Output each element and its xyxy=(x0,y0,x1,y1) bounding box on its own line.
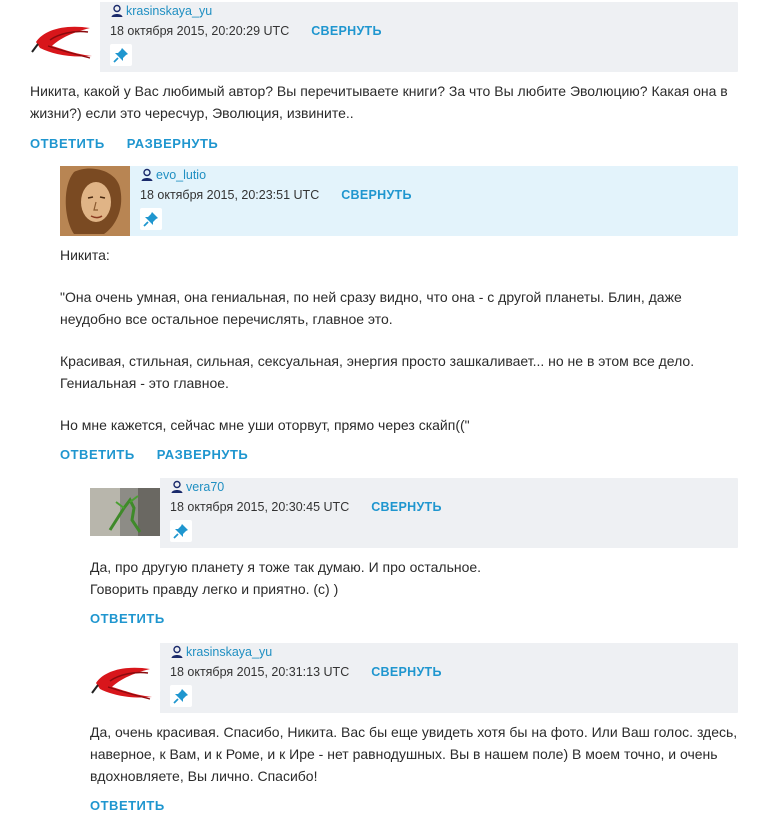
comment-1 xyxy=(30,2,738,151)
username: evo_lutio xyxy=(156,168,207,182)
comment-header xyxy=(60,166,738,236)
username-link[interactable] xyxy=(110,4,212,18)
comment-paragraph: Никита, какой у Вас любимый автор? Вы перечитываете книги? За что Вы любите Эволюцию? Какая она в жизни?) если это чересчур, Эволюция, извините.. xyxy=(30,83,728,121)
reply-button[interactable]: ОТВЕТИТЬ xyxy=(90,798,165,813)
comment-actions xyxy=(60,447,738,462)
avatar[interactable] xyxy=(30,2,100,72)
avatar[interactable] xyxy=(60,166,130,236)
comment-header xyxy=(90,478,738,548)
collapse-button[interactable]: СВЕРНУТЬ xyxy=(311,24,382,38)
reply-button[interactable]: ОТВЕТИТЬ xyxy=(90,611,165,626)
comment-paragraph: Красивая, стильная, сильная, сексуальная, энергия просто зашкаливает... но не в этом все дело. Гениальная - это главное. xyxy=(60,353,695,391)
user-icon xyxy=(170,645,184,659)
pin-button[interactable] xyxy=(170,685,192,707)
pin-icon xyxy=(173,523,189,539)
comment-actions xyxy=(30,136,738,151)
comment-body xyxy=(90,556,738,600)
comment-meta xyxy=(170,500,442,514)
comment-actions xyxy=(90,611,738,626)
pin-button[interactable] xyxy=(170,520,192,542)
avatar[interactable] xyxy=(90,643,160,713)
pin-button[interactable] xyxy=(140,208,162,230)
pin-button[interactable] xyxy=(110,44,132,66)
comment-date: 18 октября 2015, 20:20:29 UTC xyxy=(110,24,290,38)
comment-paragraph: Да, очень красивая. Спасибо, Никита. Вас бы еще увидеть хотя бы на фото. Или Ваш голос. здесь, наверное, к Вам, и к Роме, и к Ире - нет равнодушных. Вы в нашем поле) В моем точно, и очень вдохновляете, Вы лично. Спасибо! xyxy=(90,724,738,784)
user-icon xyxy=(170,480,184,494)
comment-date: 18 октября 2015, 20:23:51 UTC xyxy=(140,188,320,202)
comment-3 xyxy=(90,478,738,626)
collapse-button[interactable]: СВЕРНУТЬ xyxy=(341,188,412,202)
comment-header xyxy=(30,2,738,72)
user-icon xyxy=(110,4,124,18)
comment-paragraph: Но мне кажется, сейчас мне уши оторвут, прямо через скайп((" xyxy=(60,417,470,433)
expand-button[interactable]: РАЗВЕРНУТЬ xyxy=(156,447,249,462)
username-link[interactable] xyxy=(170,480,224,494)
comment-body xyxy=(60,244,738,436)
username: krasinskaya_yu xyxy=(186,645,273,659)
collapse-button[interactable]: СВЕРНУТЬ xyxy=(371,665,442,679)
user-icon xyxy=(140,168,154,182)
reply-button[interactable]: ОТВЕТИТЬ xyxy=(60,447,135,462)
comment-paragraph: Никита: xyxy=(60,247,110,263)
comment-4 xyxy=(90,643,738,813)
comment-2 xyxy=(60,166,738,462)
username: vera70 xyxy=(186,480,225,494)
comment-paragraph: "Она очень умная, она гениальная, по ней сразу видно, что она - с другой планеты. Блин, даже неудобно все остальное перечислять, главное это. xyxy=(60,289,682,327)
pin-icon xyxy=(143,211,159,227)
comment-body xyxy=(30,80,738,124)
avatar[interactable] xyxy=(90,478,160,548)
username-link[interactable] xyxy=(170,645,272,659)
username-link[interactable] xyxy=(140,168,206,182)
pin-icon xyxy=(173,688,189,704)
comment-actions xyxy=(90,798,738,813)
comment-date: 18 октября 2015, 20:31:13 UTC xyxy=(170,665,350,679)
collapse-button[interactable]: СВЕРНУТЬ xyxy=(371,500,442,514)
comment-date: 18 октября 2015, 20:30:45 UTC xyxy=(170,500,350,514)
comment-body xyxy=(90,721,738,787)
comment-meta xyxy=(170,665,442,679)
comment-header xyxy=(90,643,738,713)
comment-meta xyxy=(140,188,412,202)
comment-meta xyxy=(110,24,382,38)
comment-paragraph: Да, про другую планету я тоже так думаю. И про остальное. Говорить правду легко и приятно. (с) ) xyxy=(90,559,482,597)
username: krasinskaya_yu xyxy=(126,4,213,18)
reply-button[interactable]: ОТВЕТИТЬ xyxy=(30,136,105,151)
pin-icon xyxy=(113,47,129,63)
expand-button[interactable]: РАЗВЕРНУТЬ xyxy=(126,136,219,151)
